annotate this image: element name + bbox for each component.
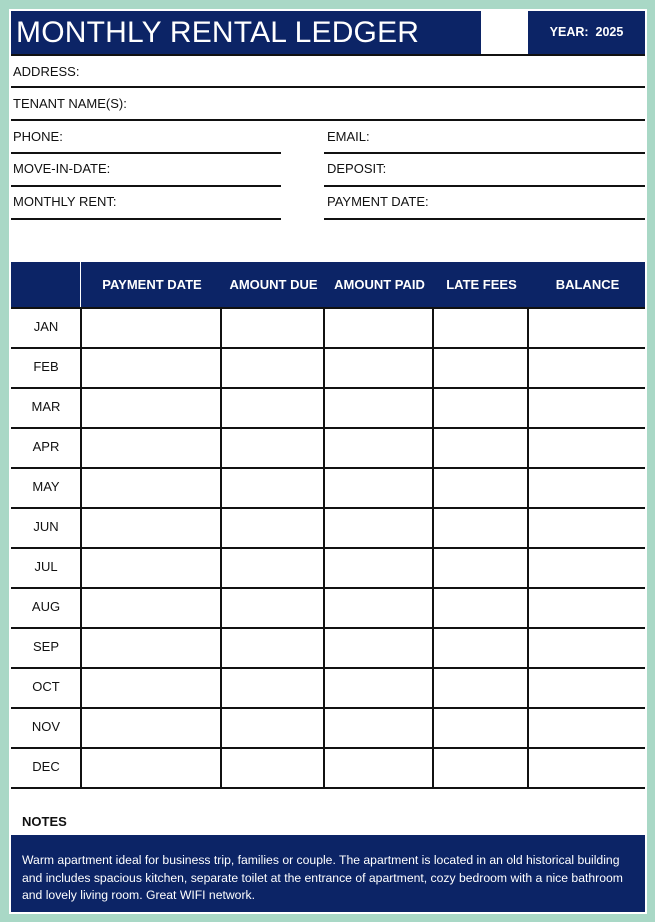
- ledger-cell[interactable]: [529, 549, 645, 587]
- move-in-date-field[interactable]: MOVE-IN-DATE:: [13, 161, 111, 176]
- ledger-cell[interactable]: [82, 709, 220, 747]
- ledger-cell[interactable]: [529, 589, 645, 627]
- ledger-cell[interactable]: [82, 469, 220, 507]
- column-header-late-fees: LATE FEES: [446, 277, 517, 292]
- month-label-oct: OCT: [32, 679, 60, 694]
- ledger-cell[interactable]: [434, 629, 527, 667]
- ledger-cell[interactable]: [434, 509, 527, 547]
- ledger-cell[interactable]: [82, 429, 220, 467]
- ledger-cell[interactable]: [325, 309, 432, 347]
- month-label-apr: APR: [32, 439, 60, 454]
- month-label-may: MAY: [32, 479, 60, 494]
- ledger-cell[interactable]: [434, 469, 527, 507]
- notes-text[interactable]: Warm apartment ideal for business trip, families or couple. The apartment is located in an old historical building and includes spacious kitchen, separate toilet at the entrance of apartment, cozy bedroom with a nice bathroom and lovely living room. Great WIFI network.: [11, 835, 645, 912]
- ledger-cell[interactable]: [82, 389, 220, 427]
- column-header-amount-due: AMOUNT DUE: [229, 277, 318, 292]
- ledger-cell[interactable]: [434, 589, 527, 627]
- ledger-cell[interactable]: [222, 469, 323, 507]
- ledger-cell[interactable]: [529, 669, 645, 707]
- payment-date-field[interactable]: PAYMENT DATE:: [327, 194, 429, 209]
- ledger-cell[interactable]: [325, 589, 432, 627]
- ledger-cell[interactable]: [82, 349, 220, 387]
- ledger-cell[interactable]: [434, 709, 527, 747]
- ledger-cell[interactable]: [222, 629, 323, 667]
- ledger-cell[interactable]: [529, 309, 645, 347]
- ledger-cell[interactable]: [222, 669, 323, 707]
- ledger-cell[interactable]: [222, 389, 323, 427]
- grid-row-line: [11, 787, 645, 789]
- ledger-cell[interactable]: [325, 549, 432, 587]
- address-field[interactable]: ADDRESS:: [13, 64, 80, 79]
- ledger-cell[interactable]: [222, 709, 323, 747]
- ledger-cell[interactable]: [434, 749, 527, 787]
- ledger-cell[interactable]: [222, 509, 323, 547]
- ledger-cell[interactable]: [82, 589, 220, 627]
- ledger-cell[interactable]: [82, 749, 220, 787]
- ledger-cell[interactable]: [529, 389, 645, 427]
- month-label-jan: JAN: [33, 319, 59, 334]
- month-label-jul: JUL: [34, 559, 58, 574]
- ledger-cell[interactable]: [434, 349, 527, 387]
- month-label-sep: SEP: [32, 639, 59, 654]
- ledger-cell[interactable]: [222, 309, 323, 347]
- ledger-cell[interactable]: [82, 509, 220, 547]
- rental-ledger-sheet: [9, 9, 647, 914]
- ledger-cell[interactable]: [222, 749, 323, 787]
- ledger-cell[interactable]: [529, 709, 645, 747]
- ledger-cell[interactable]: [434, 389, 527, 427]
- deposit-field[interactable]: DEPOSIT:: [327, 161, 387, 176]
- ledger-cell[interactable]: [325, 669, 432, 707]
- ledger-cell[interactable]: [529, 509, 645, 547]
- ledger-cell[interactable]: [82, 549, 220, 587]
- ledger-cell[interactable]: [222, 429, 323, 467]
- ledger-cell[interactable]: [325, 509, 432, 547]
- ledger-cell[interactable]: [222, 549, 323, 587]
- ledger-cell[interactable]: [325, 389, 432, 427]
- email-field[interactable]: EMAIL:: [327, 129, 370, 144]
- monthly-rent-field[interactable]: MONTHLY RENT:: [13, 194, 117, 209]
- ledger-cell[interactable]: [82, 309, 220, 347]
- column-header-balance: BALANCE: [555, 277, 620, 292]
- month-label-feb: FEB: [33, 359, 59, 374]
- ledger-cell[interactable]: [434, 309, 527, 347]
- ledger-cell[interactable]: [325, 749, 432, 787]
- ledger-cell[interactable]: [325, 349, 432, 387]
- notes-label: NOTES: [22, 814, 67, 829]
- column-header-amount-paid: AMOUNT PAID: [334, 277, 425, 292]
- ledger-cell[interactable]: [434, 669, 527, 707]
- phone-field[interactable]: PHONE:: [13, 129, 63, 144]
- ledger-title: MONTHLY RENTAL LEDGER: [11, 11, 481, 54]
- ledger-cell[interactable]: [434, 549, 527, 587]
- month-label-nov: NOV: [31, 719, 61, 734]
- column-header-payment-date: PAYMENT DATE: [102, 277, 202, 292]
- ledger-cell[interactable]: [325, 429, 432, 467]
- ledger-grid: [9, 9, 647, 914]
- ledger-cell[interactable]: [325, 629, 432, 667]
- year-label: YEAR:: [549, 25, 589, 39]
- month-label-jun: JUN: [33, 519, 59, 534]
- ledger-cell[interactable]: [529, 349, 645, 387]
- ledger-cell[interactable]: [222, 349, 323, 387]
- ledger-cell[interactable]: [434, 429, 527, 467]
- month-label-mar: MAR: [31, 399, 61, 414]
- tenant-names-field[interactable]: TENANT NAME(S):: [13, 96, 127, 111]
- ledger-cell[interactable]: [82, 629, 220, 667]
- ledger-cell[interactable]: [529, 629, 645, 667]
- ledger-cell[interactable]: [82, 669, 220, 707]
- year-value[interactable]: 2025: [595, 25, 624, 39]
- ledger-cell[interactable]: [325, 709, 432, 747]
- month-label-dec: DEC: [32, 759, 60, 774]
- ledger-cell[interactable]: [529, 429, 645, 467]
- ledger-cell[interactable]: [325, 469, 432, 507]
- ledger-cell[interactable]: [529, 749, 645, 787]
- ledger-cell[interactable]: [222, 589, 323, 627]
- ledger-cell[interactable]: [529, 469, 645, 507]
- month-label-aug: AUG: [31, 599, 61, 614]
